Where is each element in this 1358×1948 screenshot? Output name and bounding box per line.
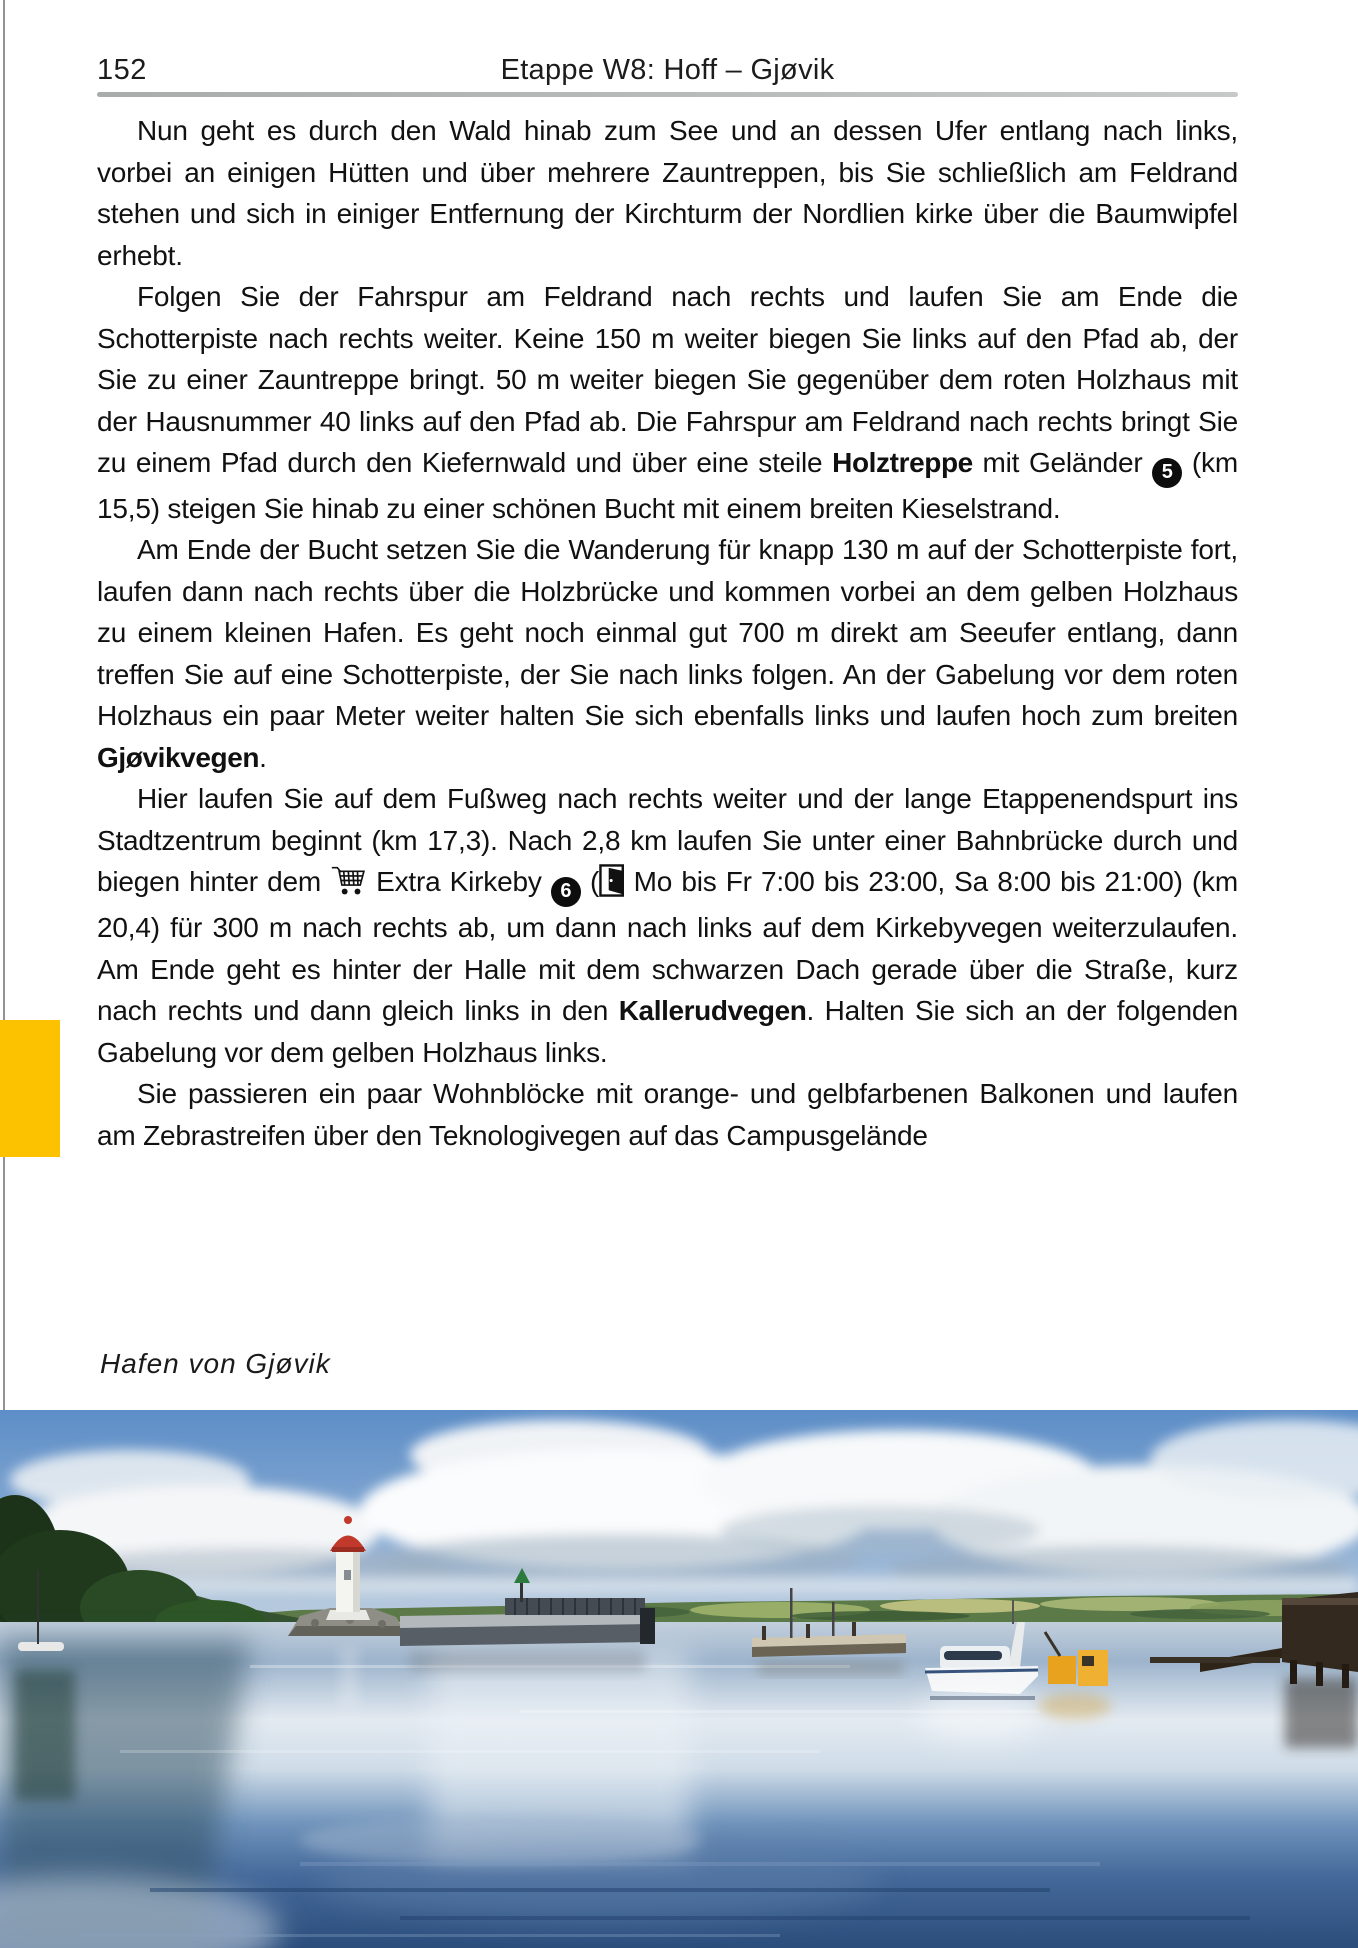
shopping-cart-icon (330, 864, 367, 897)
harbor-photo (0, 1410, 1358, 1948)
paragraph (97, 110, 1238, 276)
waypoint-5-badge: 5 (1152, 458, 1182, 488)
header-rule (97, 92, 1238, 97)
text-run: Am Ende der Bucht setzen Sie die Wanderung für knapp 130 m auf der Schotterpiste fort, laufen dann nach rechts über die Holzbrücke und kommen vorbei an dem gelben Holzhaus zu einem kleinen Hafen. Es geht noch einmal gut 700 m direkt am Seeufer entlang, dann treffen Sie auf eine Schotterpiste, der Sie nach links folgen. An der Gabelung vor dem roten Holzhaus ein paar Meter weiter halten Sie sich ebenfalls links und laufen hoch zum breiten (97, 534, 1238, 732)
text-run: mit Geländer (972, 447, 1153, 478)
photo-caption: Hafen von Gjøvik (100, 1348, 331, 1379)
page-title: Etappe W8: Hoff – Gjøvik (500, 54, 835, 86)
text-run: Sie passieren ein paar Wohnblöcke mit orange- und gelbfarbenen Balkonen und laufen am Zebrastreifen über den Teknologivegen auf das Campusgelände (97, 1078, 1238, 1151)
page-number: 152 (97, 54, 147, 86)
paragraph (97, 276, 1238, 529)
text-run: Nun geht es durch den Wald hinab zum See und an dessen Ufer entlang nach links, vorbei an einigen Hütten und über mehrere Zauntreppen, bis Sie schließlich am Feldrand stehen und sich in einiger Entfernung der Kirchturm der Nordlien kirke über die Baumwipfel erhebt. (97, 115, 1238, 271)
text-run: Folgen Sie der Fahrspur am Feldrand nach rechts und laufen Sie am Ende die Schotterpiste nach rechts weiter. Keine 150 m weiter biegen Sie links auf den Pfad ab, der Sie zu einer Zauntreppe bringt. 50 m weiter biegen Sie gegenüber dem roten Holzhaus mit der Hausnummer 40 links auf den Pfad ab. Die Fahrspur am Feldrand nach rechts bringt Sie zu einem Pfad durch den Kiefernwald und über eine steile (97, 281, 1238, 478)
text-run: Gjøvikvegen (97, 741, 260, 773)
opening-hours-icon (599, 864, 624, 897)
text-run: Extra Kirkeby (366, 866, 551, 898)
text-run: Kallerudvegen (618, 995, 807, 1026)
margin-marker (0, 1020, 60, 1157)
paragraph (97, 529, 1238, 778)
text-run: Hier laufen Sie auf dem Fußweg nach rechts weiter und der lange Etappenendspurt ins Stadtzentrum beginnt (km 17,3). Nach 2,8 km laufen Sie unter einer Bahnbrücke durch und biegen hinter dem (97, 783, 1238, 898)
waypoint-6-badge: 6 (551, 877, 581, 907)
text-run: . Halten Sie sich an der folgenden Gabelung vor dem gelben Holzhaus links. (97, 995, 1239, 1068)
text-run: Holztreppe (832, 447, 973, 478)
paragraph (97, 778, 1238, 1073)
text-run: Mo bis Fr 7:00 bis 23:00, Sa 8:00 bis 21:00) (km 20,4) für 300 m nach rechts ab, um dann nach links auf dem Kirkebyvegen weiterzulaufen. Am Ende geht es hinter der Halle mit dem schwarzen Dach gerade über die Straße, kurz nach rechts und dann gleich links in den (97, 866, 1238, 1026)
body-text (97, 110, 1238, 1156)
text-run: (km 15,5) steigen Sie hinab zu einer schönen Bucht mit einem breiten Kieselstrand. (97, 447, 1238, 524)
text-run: . (259, 741, 267, 773)
paragraph (97, 1073, 1238, 1156)
text-run: ( (580, 866, 600, 898)
